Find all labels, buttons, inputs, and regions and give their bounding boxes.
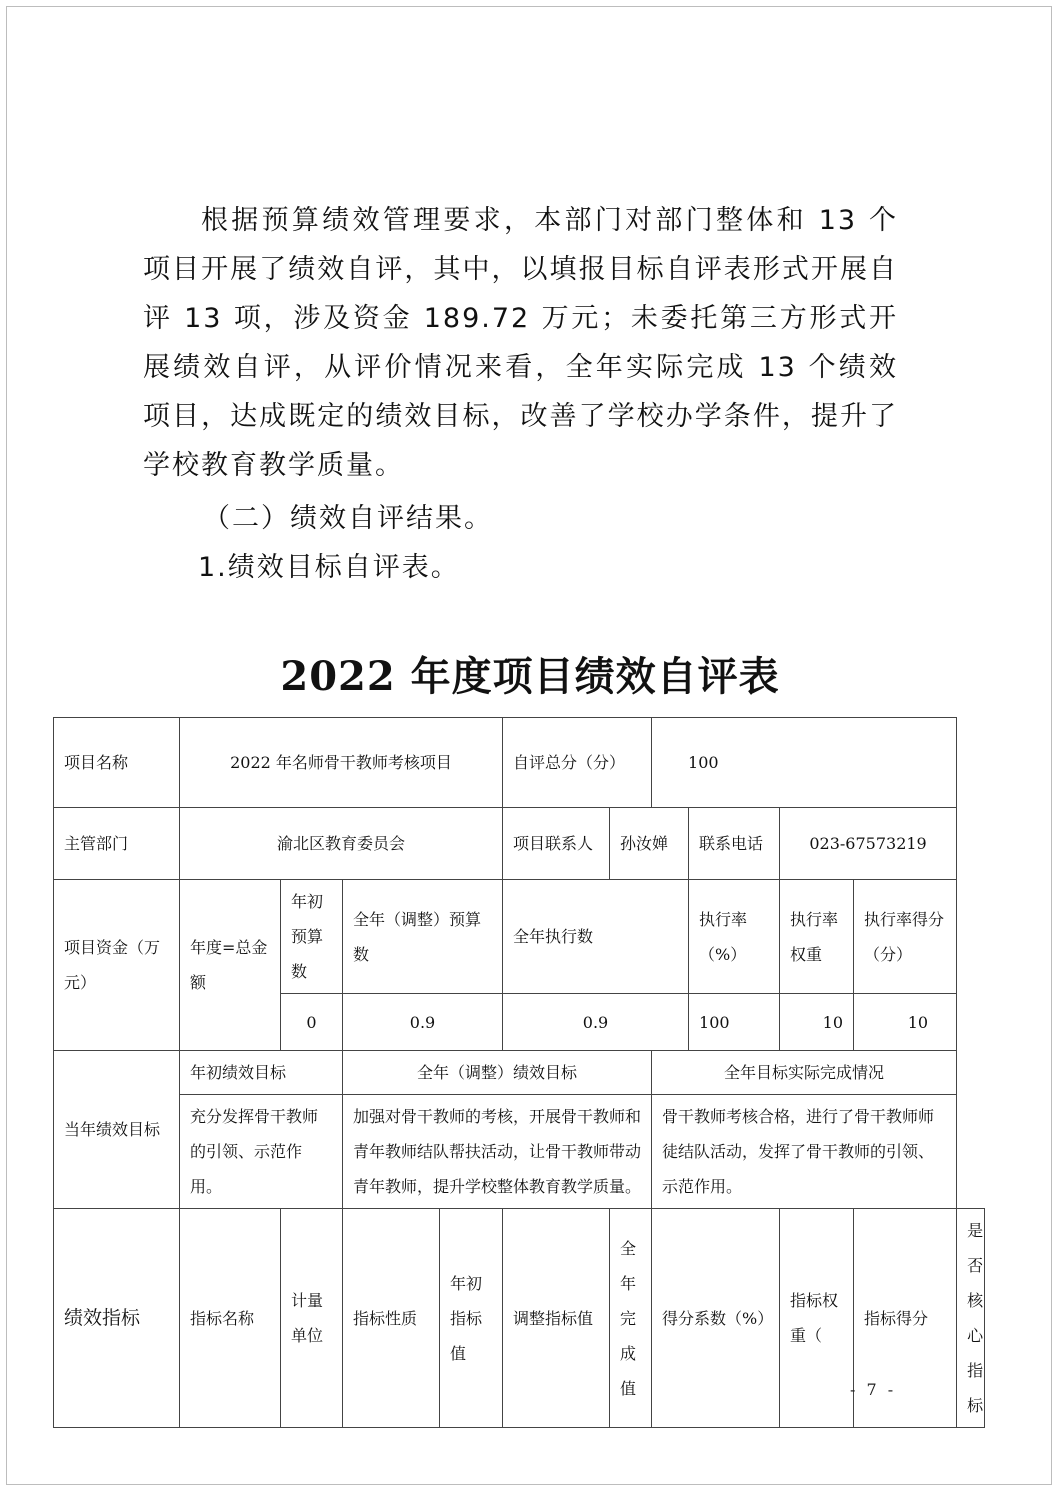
executed: 0.9: [503, 994, 689, 1051]
goal-label: 当年绩效目标: [54, 1051, 180, 1209]
exec-score-label: 执行率得分（分）: [854, 880, 957, 994]
performance-evaluation-table: [53, 717, 985, 1428]
initial-budget: 0: [281, 994, 343, 1051]
table-row: [54, 808, 985, 880]
exec-score: 10: [854, 994, 957, 1051]
adjusted-budget: 0.9: [343, 994, 503, 1051]
contact: 孙汝婵: [610, 808, 689, 880]
ind-adjusted-label: 调整指标值: [503, 1209, 610, 1428]
ind-core-label: 是否核心指标: [957, 1209, 985, 1428]
phone-label: 联系电话: [689, 808, 780, 880]
ind-completed-label: 全年完成值: [610, 1209, 652, 1428]
total-score: 100: [652, 718, 957, 808]
project-name-label: 项目名称: [54, 718, 180, 808]
table-row: [54, 1051, 985, 1095]
fund-label: 项目资金（万元）: [54, 880, 180, 1051]
section-heading: （二）绩效自评结果。: [203, 503, 493, 534]
year-total-label: 年度=总金额: [180, 880, 281, 1051]
initial-goal: 充分发挥骨干教师的引领、示范作用。: [180, 1095, 343, 1209]
table-title: 2022 年度项目绩效自评表: [280, 653, 780, 700]
exec-rate: 100: [689, 994, 780, 1051]
table-row: [54, 1095, 985, 1209]
exec-rate-label: 执行率（%）: [689, 880, 780, 994]
total-score-label: 自评总分（分）: [503, 718, 652, 808]
project-name: 2022 年名师骨干教师考核项目: [180, 718, 503, 808]
indicators-label: 绩效指标: [54, 1209, 180, 1428]
adjusted-goal: 加强对骨干教师的考核，开展骨干教师和青年教师结队帮扶活动，让骨干教师带动青年教师，提升学校整体教育教学质量。: [343, 1095, 652, 1209]
subsection-heading: 1.绩效目标自评表。: [198, 552, 460, 583]
executed-label: 全年执行数: [503, 880, 689, 994]
page-number: - 7 -: [850, 1380, 897, 1399]
exec-weight: 10: [780, 994, 854, 1051]
adjusted-goal-label: 全年（调整）绩效目标: [343, 1051, 652, 1095]
ind-initial-label: 年初指标值: [440, 1209, 503, 1428]
ind-nature-label: 指标性质: [343, 1209, 440, 1428]
table-row: [54, 718, 985, 808]
ind-name-label: 指标名称: [180, 1209, 281, 1428]
actual-label: 全年目标实际完成情况: [652, 1051, 957, 1095]
adjusted-budget-label: 全年（调整）预算数: [343, 880, 503, 994]
ind-coef-label: 得分系数（%）: [652, 1209, 780, 1428]
actual: 骨干教师考核合格，进行了骨干教师师徒结队活动，发挥了骨干教师的引领、示范作用。: [652, 1095, 957, 1209]
exec-weight-label: 执行率权重: [780, 880, 854, 994]
ind-unit-label: 计量单位: [281, 1209, 343, 1428]
ind-score-label: 指标得分: [854, 1209, 957, 1428]
ind-weight-label: 指标权重（: [780, 1209, 854, 1428]
dept: 渝北区教育委员会: [180, 808, 503, 880]
dept-label: 主管部门: [54, 808, 180, 880]
body-paragraph: 根据预算绩效管理要求，本部门对部门整体和 13 个项目开展了绩效自评，其中，以填报目标自评表形式开展自评 13 项，涉及资金 189.72 万元；未委托第三方形式开展绩效自评，从评价情况来看，全年实际完成 13 个绩效项目，达成既定的绩效目标，改善了学校办学条件，提升了学校教育教学质量。: [143, 205, 898, 481]
table-row: [54, 880, 985, 994]
phone: 023-67573219: [780, 808, 957, 880]
initial-goal-label: 年初绩效目标: [180, 1051, 343, 1095]
contact-label: 项目联系人: [503, 808, 610, 880]
table-row: [54, 1209, 985, 1428]
initial-budget-label: 年初预算数: [281, 880, 343, 994]
